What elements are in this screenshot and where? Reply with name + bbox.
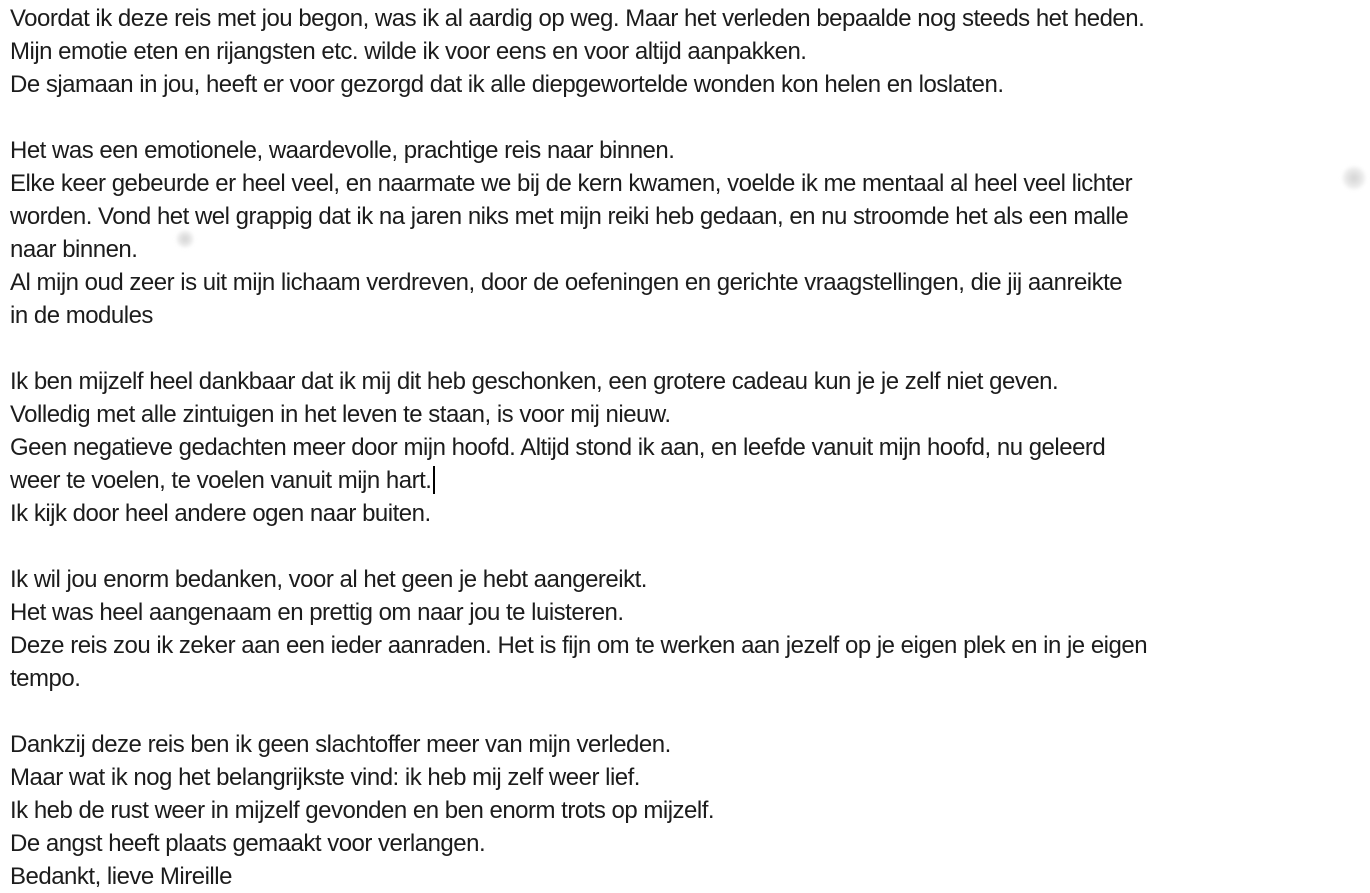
text-line[interactable]: Al mijn oud zeer is uit mijn lichaam verdreven, door de oefeningen en gerichte vraagstellingen, die jij aanreikte [10,269,1123,296]
text-cursor [433,466,435,494]
text-line[interactable]: Het was een emotionele, waardevolle, prachtige reis naar binnen. [10,137,675,164]
text-line[interactable]: Het was heel aangenaam en prettig om naar jou te luisteren. [10,599,624,626]
text-line[interactable]: Ik ben mijzelf heel dankbaar dat ik mij dit heb geschonken, een grotere cadeau kun je je zelf niet geven. [10,368,1059,395]
text-line[interactable]: Dankzij deze reis ben ik geen slachtoffer meer van mijn verleden. [10,731,671,758]
text-line[interactable]: De angst heeft plaats gemaakt voor verlangen. [10,830,486,857]
blank-line[interactable] [10,530,1370,563]
document-text-area[interactable] [10,2,1370,893]
text-line[interactable]: worden. Vond het wel grappig dat ik na jaren niks met mijn reiki heb gedaan, en nu stroomde het als een malle [10,203,1129,230]
text-line[interactable]: Ik kijk door heel andere ogen naar buiten. [10,500,431,527]
blank-line[interactable] [10,695,1370,728]
text-line[interactable]: weer te voelen, te voelen vanuit mijn hart. [10,464,1370,497]
text-line[interactable]: Ik heb de rust weer in mijzelf gevonden en ben enorm trots op mijzelf. [10,797,715,824]
text-line[interactable]: De sjamaan in jou, heeft er voor gezorgd dat ik alle diepgewortelde wonden kon helen en loslaten. [10,71,1004,98]
text-line[interactable]: tempo. [10,665,81,692]
text-line[interactable]: Mijn emotie eten en rijangsten etc. wilde ik voor eens en voor altijd aanpakken. [10,38,807,65]
blank-line[interactable] [10,101,1370,134]
text-line[interactable]: Bedankt, lieve Mireille [10,863,232,890]
blank-line[interactable] [10,332,1370,365]
text-line[interactable]: Elke keer gebeurde er heel veel, en naarmate we bij de kern kwamen, voelde ik me mentaal al heel veel lichter [10,170,1133,197]
text-line[interactable]: Ik wil jou enorm bedanken, voor al het geen je hebt aangereikt. [10,566,647,593]
text-line[interactable]: Volledig met alle zintuigen in het leven te staan, is voor mij nieuw. [10,401,671,428]
text-line[interactable]: naar binnen. [10,236,138,263]
text-line[interactable]: in de modules [10,302,153,329]
text-line[interactable]: Geen negatieve gedachten meer door mijn hoofd. Altijd stond ik aan, en leefde vanuit mijn hoofd, nu geleerd [10,434,1106,461]
text-line[interactable]: Deze reis zou ik zeker aan een ieder aanraden. Het is fijn om te werken aan jezelf op je eigen plek en in je eigen [10,632,1148,659]
text-line[interactable]: Voordat ik deze reis met jou begon, was ik al aardig op weg. Maar het verleden bepaalde nog steeds het heden. [10,5,1145,32]
text-line[interactable]: Maar wat ik nog het belangrijkste vind: ik heb mij zelf weer lief. [10,764,640,791]
